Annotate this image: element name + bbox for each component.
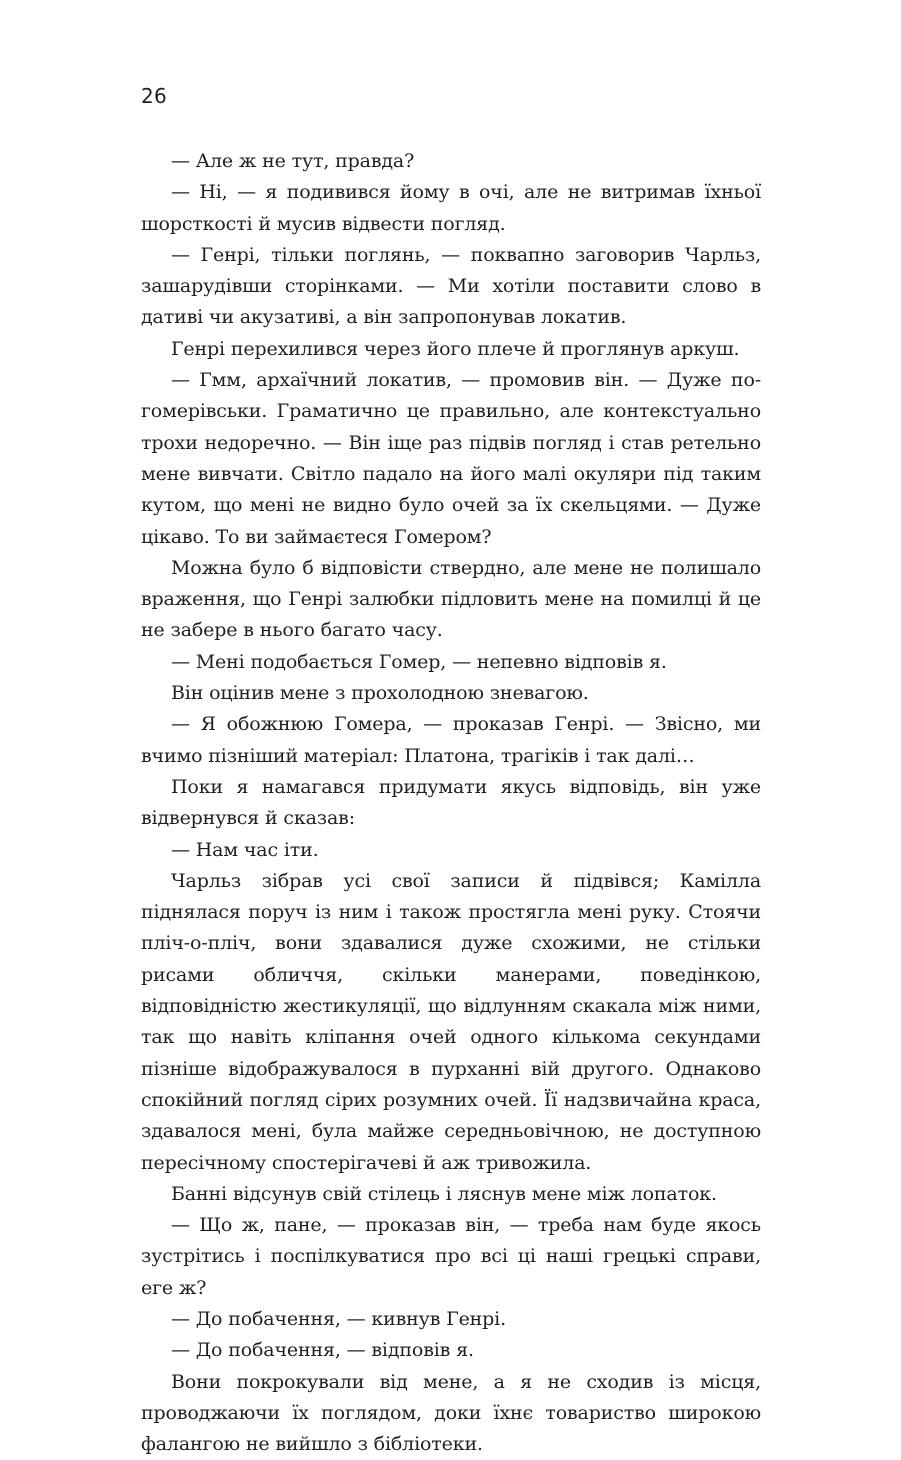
text-body: [141, 146, 761, 1460]
paragraph: — Нам час іти.: [171, 838, 319, 861]
paragraph: — Ні, — я подивився йому в очі, але не витримав їхньої шорсткості й мусив відвести погляд.: [141, 181, 761, 235]
paragraph: Вони покрокували від мене, а я не сходив із місця, проводжаючи їх поглядом, доки їхнє товариство широкою фалангою не вийшло з бібліотеки.: [141, 1370, 761, 1456]
page-number: 26: [141, 84, 168, 108]
paragraph: Чарльз зібрав усі свої записи й підвівся; Камілла піднялася поруч із ним і також простягла мені руку. Стоячи пліч-о-пліч, вони здавалися дуже схожими, не стільки рисами обличчя, скільки манерами, поведінкою, відповідністю жестикуляції, що відлунням скакала між ними, так що навіть кліпання очей одного кількома секундами пізніше відображувалося в пурханні вій другого. Однаково спокійний погляд сірих розумних очей. Її надзвичайна краса, здавалося мені, була майже середньовічною, не доступною пересічному спостерігачеві й аж тривожила.: [141, 869, 761, 1174]
paragraph: — Що ж, пане, — проказав він, — треба нам буде якось зустрітись і поспілкуватися про всі ці наші грецькі справи, еге ж?: [141, 1214, 761, 1299]
paragraph: — Генрі, тільки поглянь, — поквапно заговорив Чарльз, зашарудівши сторінками. — Ми хотіли поставити слово в дативі чи акузативі, а він запропонував локатив.: [141, 243, 761, 329]
paragraph: — До побачення, — відповів я.: [171, 1339, 474, 1362]
paragraph: Можна було б відповісти ствердно, але мене не полишало враження, що Генрі залюбки підловить мене на помилці й це не забере в нього багато часу.: [141, 556, 761, 642]
paragraph: — Але ж не тут, правда?: [171, 150, 415, 172]
paragraph: — Гмм, архаїчний локатив, — промовив він. — Дуже по-гомерівськи. Граматично це правильно, але контекстуально трохи недоречно. — Він іще раз підвів погляд і став ретельно мене вивчати. Світло падало на його малі окуляри під таким кутом, що мені не видно було очей за їх скельцями. — Дуже цікаво. То ви займаєтеся Гомером?: [141, 369, 761, 548]
paragraph: Він оцінив мене з прохолодною зневагою.: [171, 682, 589, 705]
paragraph: — Мені подобається Гомер, — непевно відповів я.: [171, 650, 667, 673]
paragraph: Генрі перехилився через його плече й проглянув аркуш.: [171, 337, 740, 360]
paragraph: — Я обожнюю Гомера, — проказав Генрі. — Звісно, ми вчимо пізніший матеріал: Платона, трагіків і так далі…: [141, 713, 761, 767]
paragraph: Банні відсунув свій стілець і ляснув мене між лопаток.: [171, 1182, 717, 1205]
paragraph: Поки я намагався придумати якусь відповідь, він уже відвернувся й сказав:: [141, 775, 761, 830]
paragraph: — До побачення, — кивнув Генрі.: [171, 1307, 507, 1330]
